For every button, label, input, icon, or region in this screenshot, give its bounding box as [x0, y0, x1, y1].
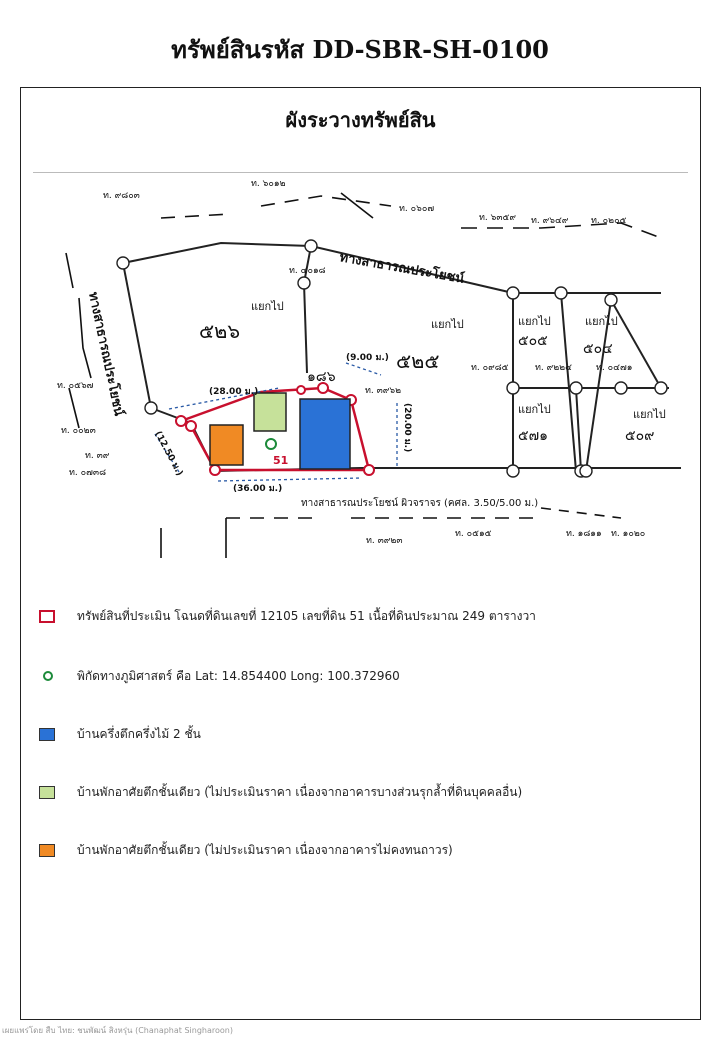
- footer-note: เผยแพร่โดย สืบ ไทย: ชนพัฒน์ สิงหรุ่น (Chanaphat Singharoon): [2, 1026, 233, 1035]
- parcel-note: แยกไป: [585, 315, 618, 328]
- orange-square-icon: [39, 844, 55, 857]
- light-green-square-icon: [39, 786, 55, 799]
- neighbor-label: ท. ๖๐๑๒: [251, 179, 286, 189]
- legend-label: บ้านพักอาศัยตึกชั้นเดียว (ไม่ประเมินราคา เนื่องจากอาคารบางส่วนรุกล้ำที่ดินบุคคลอื่น): [77, 784, 523, 799]
- neighbor-label: ท. ๐๒๐๕: [591, 216, 627, 226]
- parcel-number: ๕๐๔: [583, 341, 613, 357]
- parcel-number: ๕๒๖: [199, 319, 241, 343]
- parcel-note: แยกไป: [518, 403, 551, 416]
- blue-square-icon: [39, 728, 55, 741]
- neighbor-label: ท. ๔๐๑๘: [289, 266, 326, 276]
- red-outline-swatch-icon: [39, 610, 55, 623]
- neighbor-label: ท. ๓๙๒๓: [366, 536, 403, 546]
- legend-item-geo-coordinate: [39, 666, 400, 686]
- plan-title: ผังระวางทรัพย์สิน: [285, 108, 436, 132]
- neighbor-label: ท. ๖๓๕๙: [479, 213, 516, 223]
- neighbor-label: ท. ๙๖๔๙: [531, 216, 569, 226]
- neighbor-label: ท. ๐๖๐๗: [399, 204, 435, 214]
- legend-item-assessed-property: [39, 606, 536, 626]
- geo-coordinate-marker: [266, 439, 276, 449]
- parcel-note: แยกไป: [633, 408, 666, 421]
- cadastral-map: [21, 88, 700, 588]
- legend-item-temporary-house: [39, 840, 453, 860]
- dimension-label-top-right: (9.00 ม.): [346, 353, 389, 363]
- neighbor-label: ท. ๐๕๑๕: [455, 529, 492, 539]
- legend-label: บ้านครึ่งตึกครึ่งไม้ 2 ชั้น: [77, 726, 201, 741]
- neighbor-label: ท. ๐๕๖๗: [57, 381, 94, 391]
- neighbor-label: ท. ๐๗๓๘: [69, 468, 107, 478]
- neighbor-label: ท. ๓๙: [85, 451, 110, 461]
- dimension-label-top: (28.00 ม.): [209, 387, 259, 397]
- road-left-label: ทางสาธารณประโยชน์: [85, 290, 127, 418]
- building-single-storey-encroaching: [254, 393, 286, 431]
- neighbor-label: ท. ๐๐๒๓: [61, 426, 96, 436]
- legend-label: พิกัดทางภูมิศาสตร์ คือ Lat: 14.854400 Long: 100.372960: [77, 668, 400, 683]
- green-circle-icon: [43, 671, 53, 681]
- neighbor-label: ท. ๙๘๐๓: [103, 191, 140, 201]
- road-bottom-label: ทางสาธารณประโยชน์ ผิวจราจร (คศล. 3.50/5.00 ม.): [301, 498, 539, 509]
- neighbor-label: ท. ๑๐๒๐: [611, 529, 646, 539]
- parcel-number: ๕๗๑: [518, 428, 549, 444]
- parcel-number: ๕๒๕: [396, 349, 440, 373]
- building-single-storey-temporary: [210, 425, 243, 465]
- neighbor-label: ท. ๐๙๘๕: [471, 363, 509, 373]
- neighbor-label: ท. ๓๙๖๒: [365, 386, 402, 396]
- parcel-number: ๑๘๖: [307, 369, 336, 385]
- neighbor-label: ท. ๑๘๑๑: [566, 529, 602, 539]
- parcel-number: ๕๐๙: [625, 428, 655, 444]
- parcel-note: แยกไป: [431, 318, 464, 331]
- dimension-label-left: (12.50 ม.): [152, 429, 185, 478]
- parcel-note: แยกไป: [251, 300, 284, 313]
- legend-label: ทรัพย์สินที่ประเมิน โฉนดที่ดินเลขที่ 12105 เลขที่ดิน 51 เนื้อที่ดินประมาณ 249 ตารางวา: [77, 608, 536, 623]
- dimension-label-bottom: (36.00 ม.): [233, 484, 283, 494]
- legend-label: บ้านพักอาศัยตึกชั้นเดียว (ไม่ประเมินราคา เนื่องจากอาคารไม่คงทนถาวร): [77, 842, 453, 857]
- plot-number-label: 51: [273, 454, 289, 467]
- parcel-note: แยกไป: [518, 315, 551, 328]
- parcel-number: ๕๐๕: [518, 333, 548, 349]
- neighbor-label: ท. ๙๒๒๔: [535, 363, 572, 373]
- legend-item-encroaching-house: [39, 782, 522, 802]
- neighbor-label: ท. ๐๔๗๑: [596, 363, 633, 373]
- road-top-label: ทางสาธารณประโยชน์: [338, 250, 466, 287]
- building-wood-concrete-2-storey: [300, 399, 350, 469]
- page-title: ทรัพย์สินรหัส DD-SBR-SH-0100: [171, 35, 549, 64]
- property-plan-frame: [20, 87, 701, 1020]
- dimension-label-right: (20.00 ม.): [402, 403, 412, 453]
- legend-item-two-storey-house: [39, 724, 201, 744]
